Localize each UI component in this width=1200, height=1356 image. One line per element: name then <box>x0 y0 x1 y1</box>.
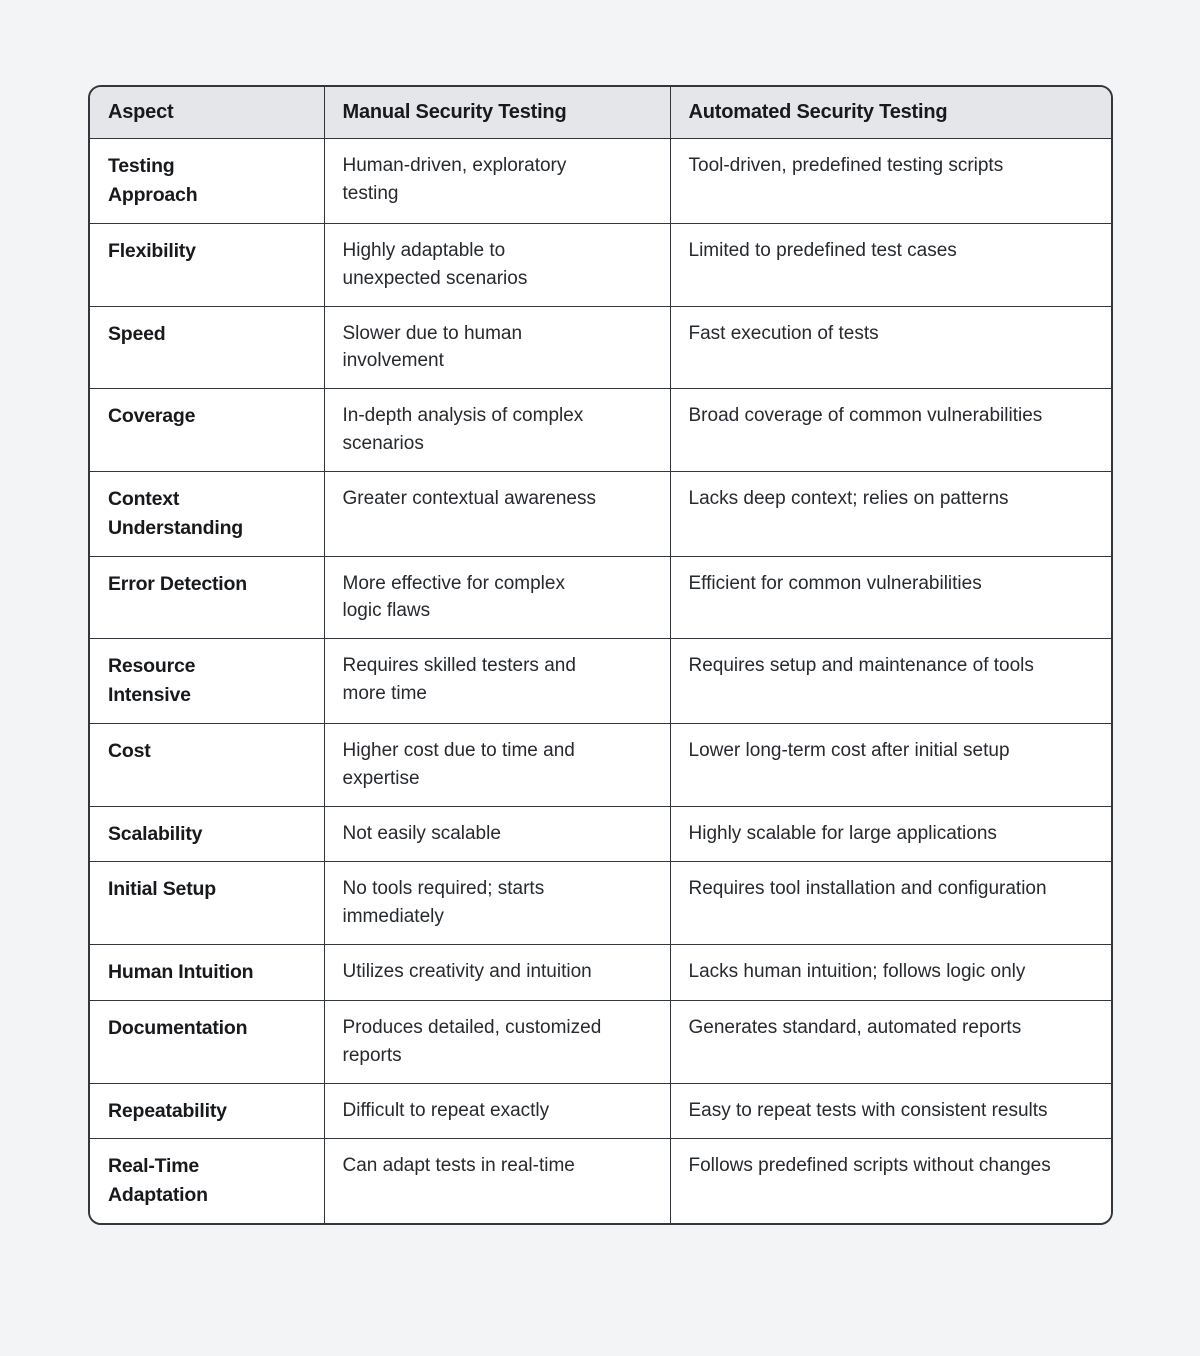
table-row <box>90 223 1113 306</box>
aspect-cell: Initial Setup <box>90 862 324 945</box>
table-row <box>90 723 1113 806</box>
aspect-cell: Speed <box>90 306 324 389</box>
table-body <box>90 139 1113 1223</box>
comparison-table-card <box>88 85 1113 1225</box>
manual-testing-cell: No tools required; starts immediately <box>324 862 670 945</box>
aspect-cell: Cost <box>90 723 324 806</box>
aspect-cell: Human Intuition <box>90 945 324 1001</box>
aspect-cell: Scalability <box>90 806 324 862</box>
manual-testing-cell: Requires skilled testers and more time <box>324 639 670 723</box>
aspect-cell: Context Understanding <box>90 472 324 556</box>
aspect-cell: Error Detection <box>90 556 324 639</box>
aspect-cell: Documentation <box>90 1000 324 1083</box>
table-row <box>90 306 1113 389</box>
automated-testing-cell: Broad coverage of common vulnerabilities <box>670 389 1113 472</box>
manual-testing-cell: Higher cost due to time and expertise <box>324 723 670 806</box>
automated-testing-cell: Tool-driven, predefined testing scripts <box>670 139 1113 223</box>
manual-testing-cell: Human-driven, exploratory testing <box>324 139 670 223</box>
column-header-aspect: Aspect <box>90 87 324 139</box>
manual-testing-cell: Produces detailed, customized reports <box>324 1000 670 1083</box>
automated-testing-cell: Lower long-term cost after initial setup <box>670 723 1113 806</box>
manual-testing-cell: More effective for complex logic flaws <box>324 556 670 639</box>
manual-testing-cell: Difficult to repeat exactly <box>324 1083 670 1139</box>
table-row <box>90 945 1113 1001</box>
automated-testing-cell: Efficient for common vulnerabilities <box>670 556 1113 639</box>
automated-testing-cell: Fast execution of tests <box>670 306 1113 389</box>
table-row <box>90 639 1113 723</box>
manual-testing-cell: Can adapt tests in real-time <box>324 1139 670 1223</box>
manual-testing-cell: Slower due to human involvement <box>324 306 670 389</box>
aspect-cell: Flexibility <box>90 223 324 306</box>
manual-testing-cell: Not easily scalable <box>324 806 670 862</box>
manual-testing-cell: Utilizes creativity and intuition <box>324 945 670 1001</box>
automated-testing-cell: Requires setup and maintenance of tools <box>670 639 1113 723</box>
aspect-cell: Coverage <box>90 389 324 472</box>
automated-testing-cell: Requires tool installation and configuration <box>670 862 1113 945</box>
automated-testing-cell: Easy to repeat tests with consistent results <box>670 1083 1113 1139</box>
automated-testing-cell: Highly scalable for large applications <box>670 806 1113 862</box>
manual-testing-cell: Greater contextual awareness <box>324 472 670 556</box>
automated-testing-cell: Lacks deep context; relies on patterns <box>670 472 1113 556</box>
aspect-cell: Resource Intensive <box>90 639 324 723</box>
aspect-cell: Repeatability <box>90 1083 324 1139</box>
automated-testing-cell: Follows predefined scripts without changes <box>670 1139 1113 1223</box>
comparison-table <box>90 87 1113 1223</box>
automated-testing-cell: Lacks human intuition; follows logic only <box>670 945 1113 1001</box>
manual-testing-cell: In-depth analysis of complex scenarios <box>324 389 670 472</box>
table-row <box>90 139 1113 223</box>
table-row <box>90 472 1113 556</box>
table-row <box>90 1083 1113 1139</box>
table-row <box>90 1139 1113 1223</box>
table-row <box>90 556 1113 639</box>
manual-testing-cell: Highly adaptable to unexpected scenarios <box>324 223 670 306</box>
table-row <box>90 1000 1113 1083</box>
automated-testing-cell: Limited to predefined test cases <box>670 223 1113 306</box>
aspect-cell: Testing Approach <box>90 139 324 223</box>
aspect-cell: Real-Time Adaptation <box>90 1139 324 1223</box>
table-row <box>90 389 1113 472</box>
column-header-automated-testing: Automated Security Testing <box>670 87 1113 139</box>
table-row <box>90 806 1113 862</box>
automated-testing-cell: Generates standard, automated reports <box>670 1000 1113 1083</box>
header-row <box>90 87 1113 139</box>
table-row <box>90 862 1113 945</box>
column-header-manual-testing: Manual Security Testing <box>324 87 670 139</box>
